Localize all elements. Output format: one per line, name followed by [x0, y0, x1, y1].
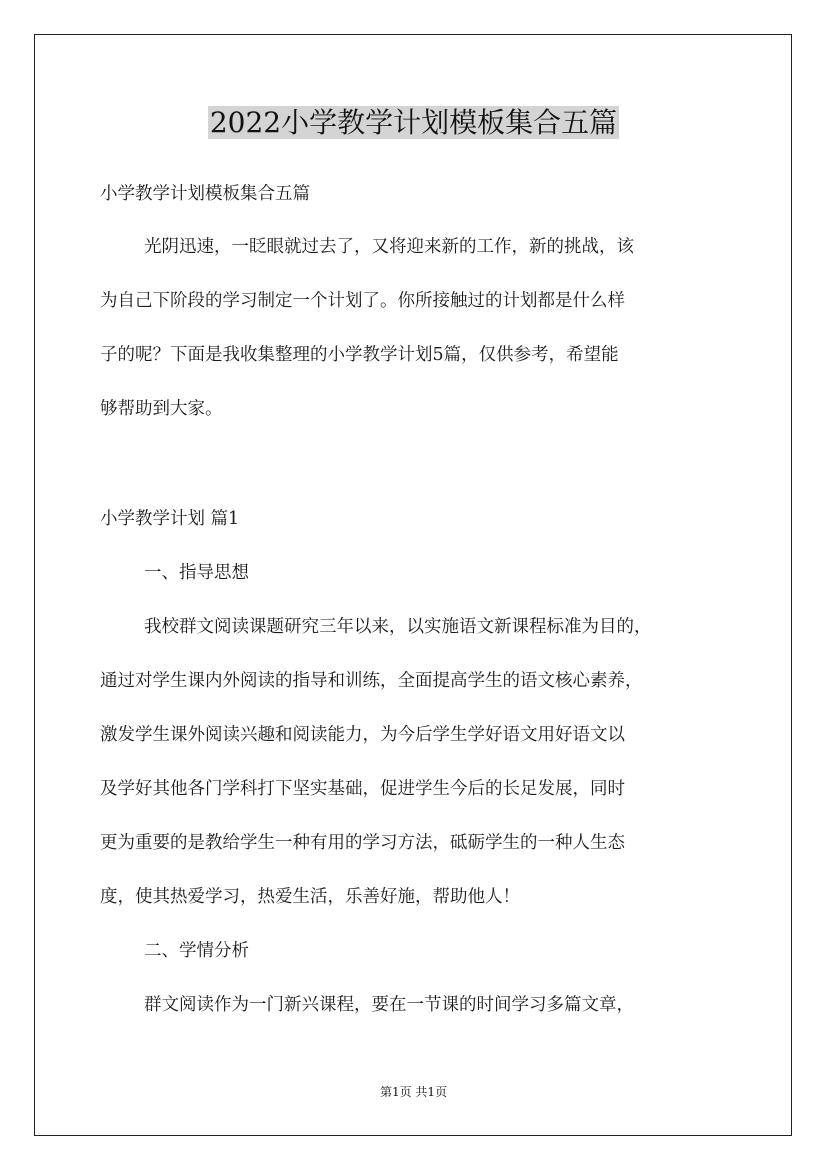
- paragraph-line: 更为重要的是教给学生一种有用的学习方法，砥砺学生的一种人生态: [100, 833, 625, 853]
- paragraph-line: 我校群文阅读课题研究三年以来，以实施语文新课程标准为目的，: [144, 617, 652, 637]
- paragraph-line: 度，使其热爱学习，热爱生活，乐善好施，帮助他人！: [100, 887, 520, 907]
- intro-line: 光阴迅速，一眨眼就过去了，又将迎来新的工作，新的挑战，该: [144, 237, 634, 257]
- intro-line: 够帮助到大家。: [100, 399, 223, 419]
- intro-line: 为自己下阶段的学习制定一个计划了。你所接触过的计划都是什么样: [100, 291, 625, 311]
- paragraph-line: 及学好其他各门学科打下坚实基础，促进学生今后的长足发展，同时: [100, 779, 625, 799]
- document-title-text: 2022小学教学计划模板集合五篇: [209, 106, 618, 139]
- document-title: [0, 104, 827, 142]
- intro-line: 子的呢？下面是我收集整理的小学教学计划5篇，仅供参考，希望能: [100, 345, 619, 365]
- paragraph-line: 激发学生课外阅读兴趣和阅读能力，为今后学生学好语文用好语文以: [100, 725, 625, 745]
- paragraph-line: 通过对学生课内外阅读的指导和训练，全面提高学生的语文核心素养，: [100, 671, 643, 691]
- document-subtitle: 小学教学计划模板集合五篇: [100, 184, 310, 204]
- page-footer: 第1页 共1页: [379, 1085, 448, 1099]
- part-heading: 一、指导思想: [144, 563, 249, 583]
- part-heading: 二、学情分析: [144, 941, 249, 961]
- paragraph-line: 群文阅读作为一门新兴课程，要在一节课的时间学习多篇文章，: [144, 995, 634, 1015]
- section-heading: 小学教学计划 篇1: [100, 509, 240, 529]
